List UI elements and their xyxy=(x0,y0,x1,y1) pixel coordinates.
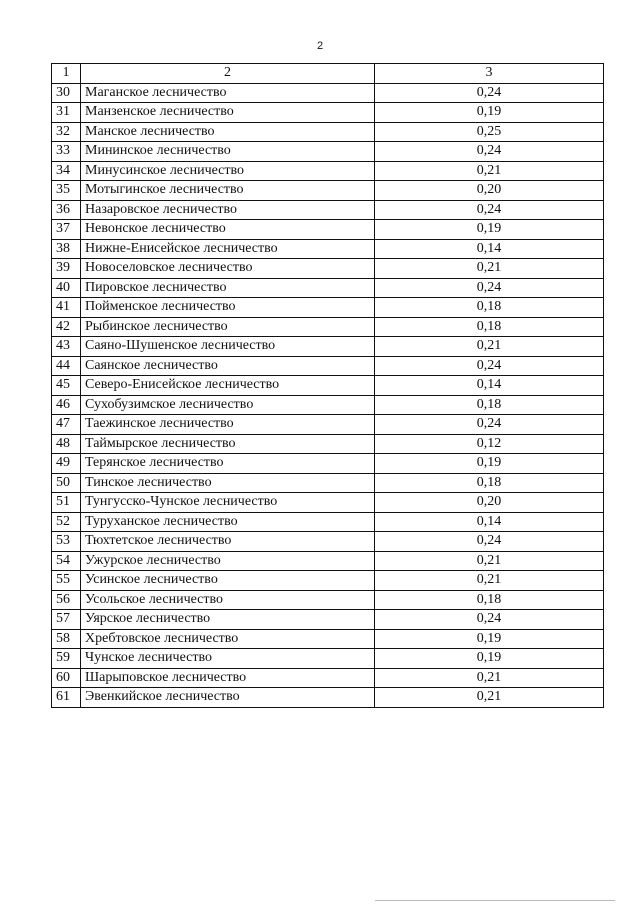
table-row xyxy=(52,317,604,337)
forestry-name: Северо-Енисейское лесничество xyxy=(81,376,375,396)
table-row xyxy=(52,415,604,435)
forestry-value: 0,20 xyxy=(375,493,604,513)
forestry-value: 0,24 xyxy=(375,278,604,298)
row-number: 45 xyxy=(52,376,81,396)
table-row xyxy=(52,83,604,103)
forestry-value: 0,24 xyxy=(375,610,604,630)
forestry-name: Назаровское лесничество xyxy=(81,200,375,220)
table-row xyxy=(52,493,604,513)
forestry-value: 0,24 xyxy=(375,83,604,103)
forestry-value: 0,21 xyxy=(375,161,604,181)
table-row xyxy=(52,220,604,240)
forestry-value: 0,24 xyxy=(375,200,604,220)
table-row xyxy=(52,532,604,552)
forestry-value: 0,24 xyxy=(375,142,604,162)
forestry-name: Маганское лесничество xyxy=(81,83,375,103)
forestry-value: 0,21 xyxy=(375,688,604,708)
forestry-name: Таймырское лесничество xyxy=(81,434,375,454)
row-number: 54 xyxy=(52,551,81,571)
page-number: 2 xyxy=(316,40,324,52)
table-row xyxy=(52,356,604,376)
row-number: 49 xyxy=(52,454,81,474)
forestry-name: Мининское лесничество xyxy=(81,142,375,162)
row-number: 50 xyxy=(52,473,81,493)
forestry-value: 0,14 xyxy=(375,512,604,532)
table-row xyxy=(52,200,604,220)
table-row xyxy=(52,434,604,454)
forestry-name: Ужурское лесничество xyxy=(81,551,375,571)
row-number: 41 xyxy=(52,298,81,318)
forestry-value: 0,18 xyxy=(375,473,604,493)
forestry-name: Пойменское лесничество xyxy=(81,298,375,318)
forestry-value: 0,19 xyxy=(375,649,604,669)
header-cell-1: 1 xyxy=(52,64,81,84)
row-number: 52 xyxy=(52,512,81,532)
forestry-value: 0,21 xyxy=(375,551,604,571)
forestry-value: 0,21 xyxy=(375,571,604,591)
row-number: 37 xyxy=(52,220,81,240)
table-row xyxy=(52,688,604,708)
forestry-name: Таежинское лесничество xyxy=(81,415,375,435)
forestry-value: 0,18 xyxy=(375,298,604,318)
table-row xyxy=(52,571,604,591)
forestry-value: 0,19 xyxy=(375,454,604,474)
table-header-row xyxy=(52,64,604,84)
row-number: 61 xyxy=(52,688,81,708)
row-number: 35 xyxy=(52,181,81,201)
row-number: 56 xyxy=(52,590,81,610)
forestry-name: Терянское лесничество xyxy=(81,454,375,474)
forestry-value: 0,21 xyxy=(375,337,604,357)
header-cell-2: 2 xyxy=(81,64,375,84)
row-number: 51 xyxy=(52,493,81,513)
table-row xyxy=(52,473,604,493)
forestry-value: 0,20 xyxy=(375,181,604,201)
row-number: 59 xyxy=(52,649,81,669)
forestry-value: 0,19 xyxy=(375,220,604,240)
forestry-name: Усинское лесничество xyxy=(81,571,375,591)
forestry-value: 0,24 xyxy=(375,532,604,552)
forestry-value: 0,21 xyxy=(375,668,604,688)
forestry-name: Шарыповское лесничество xyxy=(81,668,375,688)
row-number: 47 xyxy=(52,415,81,435)
forestry-value: 0,19 xyxy=(375,629,604,649)
forestry-value: 0,21 xyxy=(375,259,604,279)
table-row xyxy=(52,161,604,181)
forestry-name: Рыбинское лесничество xyxy=(81,317,375,337)
forestry-name: Манзенское лесничество xyxy=(81,103,375,123)
row-number: 40 xyxy=(52,278,81,298)
forestry-name: Тунгусско-Чунское лесничество xyxy=(81,493,375,513)
forestry-value: 0,24 xyxy=(375,356,604,376)
table-row xyxy=(52,512,604,532)
row-number: 44 xyxy=(52,356,81,376)
forestry-value: 0,18 xyxy=(375,395,604,415)
forestry-value: 0,18 xyxy=(375,317,604,337)
forestry-value: 0,25 xyxy=(375,122,604,142)
row-number: 34 xyxy=(52,161,81,181)
forestry-name: Усольское лесничество xyxy=(81,590,375,610)
forestry-name: Новоселовское лесничество xyxy=(81,259,375,279)
forestry-name: Манское лесничество xyxy=(81,122,375,142)
table-row xyxy=(52,649,604,669)
table-row xyxy=(52,259,604,279)
forestry-name: Туруханское лесничество xyxy=(81,512,375,532)
row-number: 43 xyxy=(52,337,81,357)
row-number: 53 xyxy=(52,532,81,552)
forestry-name: Тюхтетское лесничество xyxy=(81,532,375,552)
table-row xyxy=(52,454,604,474)
forestry-name: Сухобузимское лесничество xyxy=(81,395,375,415)
forestry-name: Саянское лесничество xyxy=(81,356,375,376)
row-number: 32 xyxy=(52,122,81,142)
forestry-name: Пировское лесничество xyxy=(81,278,375,298)
row-number: 30 xyxy=(52,83,81,103)
table-row xyxy=(52,278,604,298)
table-row xyxy=(52,337,604,357)
table-row xyxy=(52,395,604,415)
row-number: 39 xyxy=(52,259,81,279)
table-row xyxy=(52,590,604,610)
row-number: 42 xyxy=(52,317,81,337)
table-row xyxy=(52,376,604,396)
row-number: 31 xyxy=(52,103,81,123)
row-number: 58 xyxy=(52,629,81,649)
row-number: 38 xyxy=(52,239,81,259)
footer-divider xyxy=(375,900,615,901)
row-number: 33 xyxy=(52,142,81,162)
table-row xyxy=(52,629,604,649)
forestry-name: Невонское лесничество xyxy=(81,220,375,240)
forestry-table xyxy=(51,63,604,708)
forestry-name: Минусинское лесничество xyxy=(81,161,375,181)
forestry-value: 0,19 xyxy=(375,103,604,123)
row-number: 57 xyxy=(52,610,81,630)
forestry-name: Саяно-Шушенское лесничество xyxy=(81,337,375,357)
row-number: 48 xyxy=(52,434,81,454)
forestry-value: 0,14 xyxy=(375,239,604,259)
table-row xyxy=(52,142,604,162)
forestry-value: 0,14 xyxy=(375,376,604,396)
forestry-name: Нижне-Енисейское лесничество xyxy=(81,239,375,259)
table-row xyxy=(52,181,604,201)
row-number: 55 xyxy=(52,571,81,591)
table-row xyxy=(52,610,604,630)
row-number: 60 xyxy=(52,668,81,688)
forestry-value: 0,24 xyxy=(375,415,604,435)
row-number: 36 xyxy=(52,200,81,220)
table-row xyxy=(52,298,604,318)
row-number: 46 xyxy=(52,395,81,415)
forestry-name: Тинское лесничество xyxy=(81,473,375,493)
forestry-name: Мотыгинское лесничество xyxy=(81,181,375,201)
forestry-name: Хребтовское лесничество xyxy=(81,629,375,649)
forestry-name: Уярское лесничество xyxy=(81,610,375,630)
forestry-name: Эвенкийское лесничество xyxy=(81,688,375,708)
table-row xyxy=(52,103,604,123)
table-row xyxy=(52,122,604,142)
header-cell-3: 3 xyxy=(375,64,604,84)
forestry-name: Чунское лесничество xyxy=(81,649,375,669)
forestry-value: 0,18 xyxy=(375,590,604,610)
table-row xyxy=(52,668,604,688)
forestry-value: 0,12 xyxy=(375,434,604,454)
table-row xyxy=(52,239,604,259)
table-row xyxy=(52,551,604,571)
